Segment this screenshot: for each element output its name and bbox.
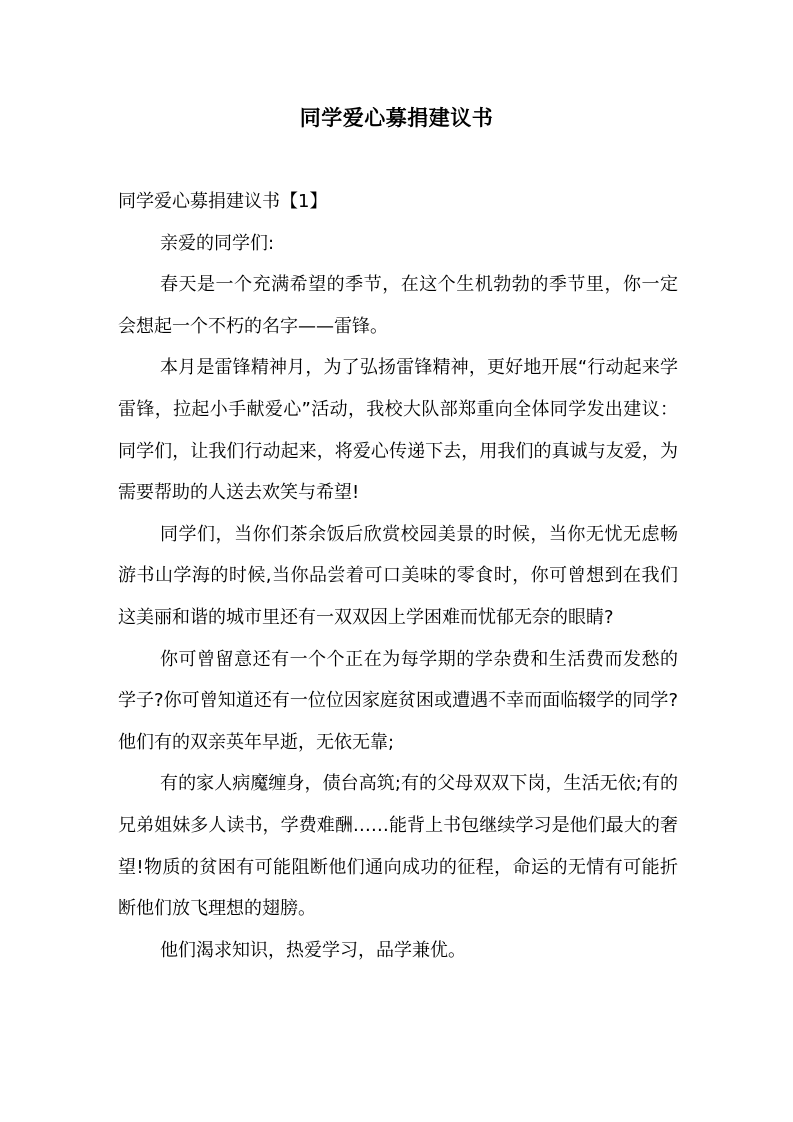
paragraph: 他们渴求知识，热爱学习，品学兼优。 bbox=[160, 939, 466, 961]
section-heading: 同学爱心募捐建议书【1】 bbox=[118, 191, 328, 212]
document-body bbox=[118, 181, 678, 971]
paragraph: 有的家人病魔缠身，债台高筑;有的父母双双下岗，生活无依;有的兄弟姐妹多人读书，学费难酬……能背上书包继续学习是他们最大的奢望!物质的贫困有可能阻断他们通向成功的征程，命运的无情有可能折断他们放飞理想的翅膀。 bbox=[118, 773, 678, 920]
paragraph-salutation: 亲爱的同学们: bbox=[160, 232, 275, 254]
paragraph: 春天是一个充满希望的季节，在这个生机勃勃的季节里，你一定会想起一个不朽的名字——雷锋。 bbox=[118, 274, 678, 337]
paragraph: 你可曾留意还有一个个正在为每学期的学杂费和生活费而发愁的学子?你可曾知道还有一位位因家庭贫困或遭遇不幸而面临辍学的同学?他们有的双亲英年早逝，无依无靠; bbox=[118, 648, 678, 753]
paragraph: 同学们，当你们茶余饭后欣赏校园美景的时候，当你无忧无虑畅游书山学海的时候,当你品尝着可口美味的零食时，你可曾想到在我们这美丽和谐的城市里还有一双双因上学困难而忧郁无奈的眼睛? bbox=[118, 523, 678, 628]
paragraph: 本月是雷锋精神月，为了弘扬雷锋精神，更好地开展“行动起来学雷锋，拉起小手献爱心”活动，我校大队部郑重向全体同学发出建议：同学们，让我们行动起来，将爱心传递下去，用我们的真诚与友爱，为需要帮助的人送去欢笑与希望! bbox=[118, 357, 678, 504]
document-title: 同学爱心募捐建议书 bbox=[299, 106, 494, 130]
